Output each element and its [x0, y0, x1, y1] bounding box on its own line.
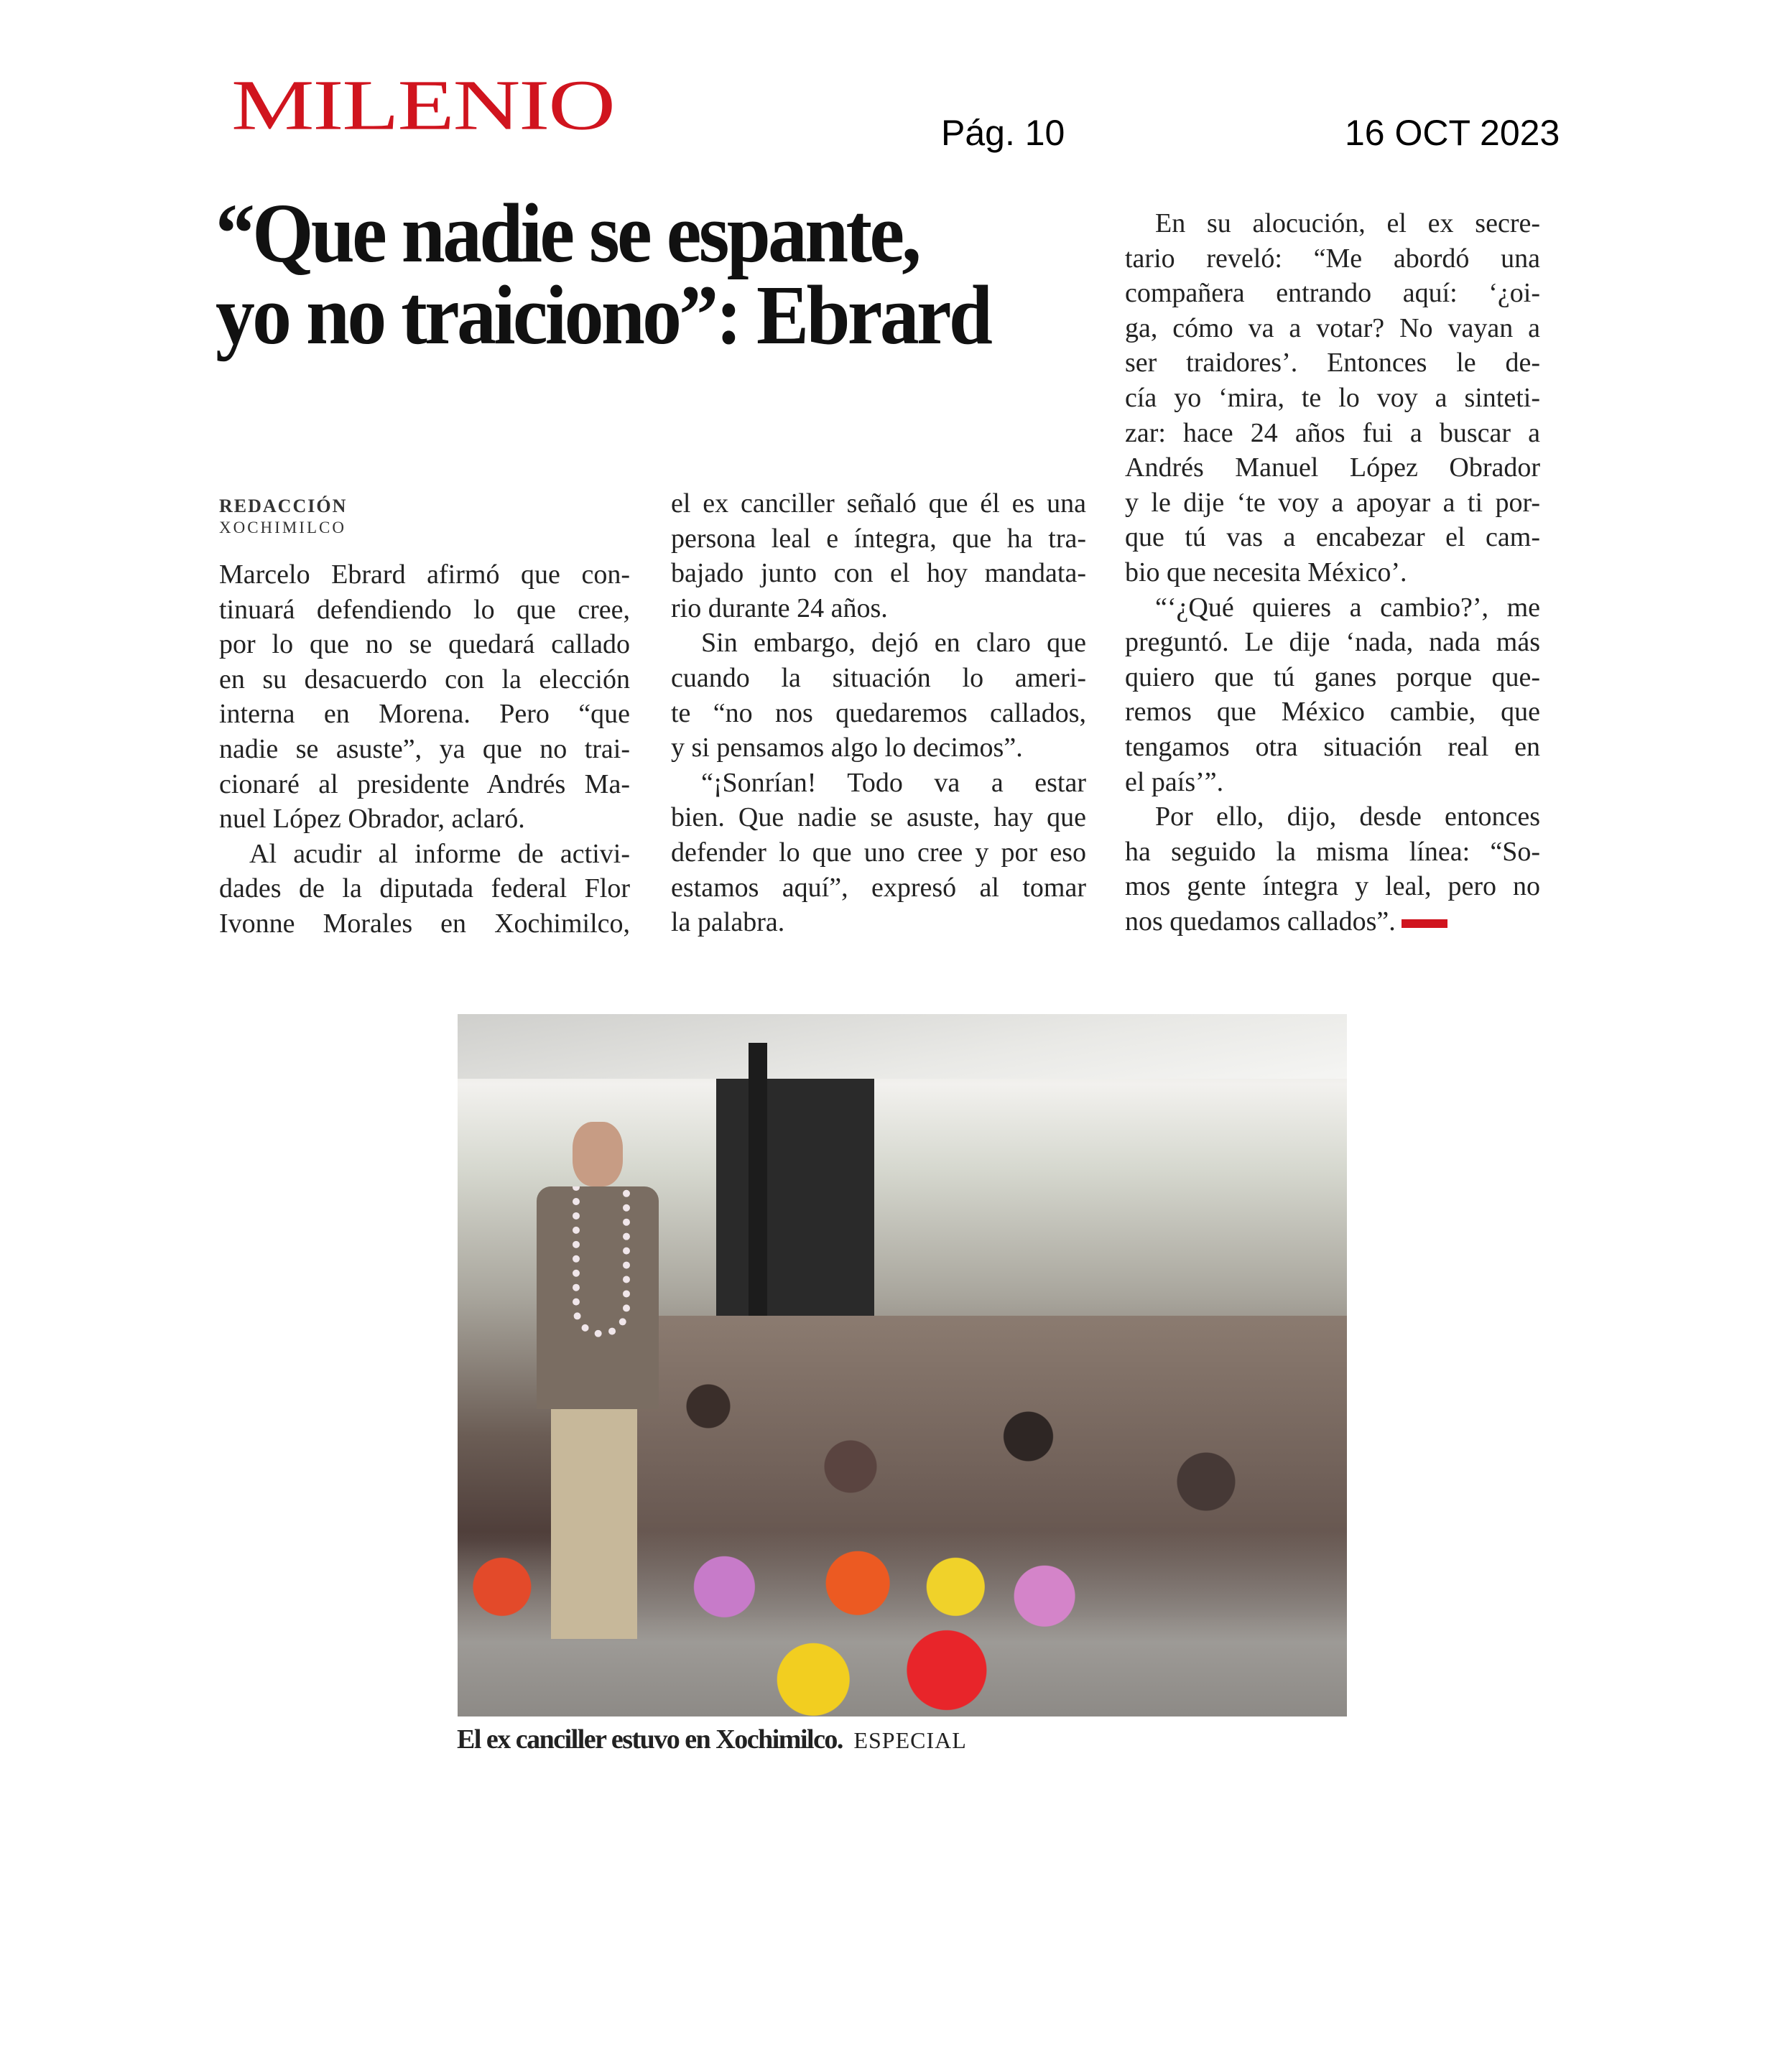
text-line: estamos aquí”, expresó al tomar: [671, 872, 1086, 903]
text-line: que tú vas a encabezar el cam-: [1125, 522, 1540, 553]
text-line: bien. Que nadie se asuste, hay que: [671, 802, 1086, 833]
text-line: compañera entrando aquí: ‘¿oi-: [1125, 278, 1540, 309]
text-line: cuando la situación lo ameri-: [671, 662, 1086, 693]
text-line: ga, cómo va a votar? No vayan a: [1125, 312, 1540, 343]
text-line: Sin embargo, dejó en claro que: [701, 628, 1086, 659]
text-line: Por ello, dijo, desde entonces: [1155, 802, 1540, 832]
page-number: Pág. 10: [941, 113, 1065, 153]
text-line: Ivonne Morales en Xochimilco,: [219, 908, 630, 939]
text-line: Andrés Manuel López Obrador: [1125, 452, 1540, 483]
text-line: te “no nos quedaremos callados,: [671, 697, 1086, 728]
text-line: tinuará defendiendo lo que cree,: [219, 594, 630, 625]
text-line: rio durante 24 años.: [671, 593, 888, 623]
text-line: la palabra.: [671, 907, 785, 938]
article-photo: [458, 1014, 1347, 1716]
article-column-3: [1125, 206, 1540, 939]
text-line: persona leal e íntegra, que ha tra-: [671, 523, 1086, 554]
photo-caption: [457, 1722, 967, 1757]
text-line: bajado junto con el hoy mandata-: [671, 558, 1086, 589]
text-line-final: [1125, 904, 1540, 939]
photo-speaker-figure: [522, 1122, 666, 1646]
text-line: ser traidores’. Entonces le de-: [1125, 348, 1540, 378]
headline-line-1: “Que nadie se espante,: [216, 186, 919, 280]
photo-speaker-head: [573, 1122, 623, 1186]
byline-author: REDACCIÓN: [219, 496, 348, 516]
text-line: cionaré al presidente Andrés Ma-: [219, 768, 630, 799]
article-column-2: [671, 486, 1086, 940]
text-line: en su desacuerdo con la elección: [219, 664, 630, 694]
article-column-1: [219, 557, 630, 942]
publication-date: 16 OCT 2023: [1345, 113, 1560, 153]
text-line: Marcelo Ebrard afirmó que con-: [219, 559, 630, 590]
text-line: interna en Morena. Pero “que: [219, 699, 630, 730]
text-line-final-text: nos quedamos callados”.: [1125, 906, 1396, 937]
text-line: quiero que tú ganes porque que-: [1125, 661, 1540, 692]
caption-text: El ex canciller estuvo en Xochimilco.: [457, 1724, 843, 1755]
text-line: En su alocución, el ex secre-: [1155, 208, 1540, 238]
text-line: “‘¿Qué quieres a cambio?’, me: [1155, 592, 1540, 623]
text-line: remos que México cambie, que: [1125, 697, 1540, 728]
photo-flower-garland: [573, 1186, 630, 1337]
text-line: preguntó. Le dije ‘nada, nada más: [1125, 627, 1540, 658]
headline-line-2: yo no traiciono”: Ebrard: [216, 268, 991, 362]
text-line: Al acudir al informe de activi-: [249, 838, 630, 869]
text-line: tario reveló: “Me abordó una: [1125, 243, 1540, 274]
photo-credit: ESPECIAL: [853, 1727, 967, 1753]
text-line: y si pensamos algo lo decimos”.: [671, 733, 1023, 763]
photo-tent-canopy: [458, 1014, 1347, 1079]
byline-location: XOCHIMILCO: [219, 519, 346, 536]
text-line: nadie se asuste”, ya que no trai-: [219, 733, 630, 764]
photo-speaker-stack: [716, 1079, 874, 1337]
photo-speaker-pants: [551, 1409, 637, 1639]
text-line: dades de la diputada federal Flor: [219, 873, 630, 904]
text-line: ha seguido la misma línea: “So-: [1125, 836, 1540, 867]
headline: [216, 186, 1099, 362]
text-line: bio que necesita México’.: [1125, 557, 1407, 587]
text-line: cía yo ‘mira, te lo voy a sinteti-: [1125, 382, 1540, 413]
text-line: por lo que no se quedará callado: [219, 629, 630, 660]
text-line: zar: hace 24 años fui a buscar a: [1125, 417, 1540, 448]
text-line: el país’”.: [1125, 766, 1224, 797]
end-of-article-mark: [1402, 919, 1447, 928]
text-line: “¡Sonrían! Todo va a estar: [701, 767, 1086, 798]
text-line: tengamos otra situación real en: [1125, 731, 1540, 762]
byline: [219, 496, 347, 539]
text-line: el ex canciller señaló que él es una: [671, 488, 1086, 519]
newspaper-logo: MILENIO: [231, 65, 614, 146]
text-line: defender lo que uno cree y por eso: [671, 837, 1086, 868]
text-line: y le dije ‘te voy a apoyar a ti por-: [1125, 487, 1540, 518]
text-line: nuel López Obrador, aclaró.: [219, 804, 525, 835]
text-line: mos gente íntegra y leal, pero no: [1125, 871, 1540, 902]
